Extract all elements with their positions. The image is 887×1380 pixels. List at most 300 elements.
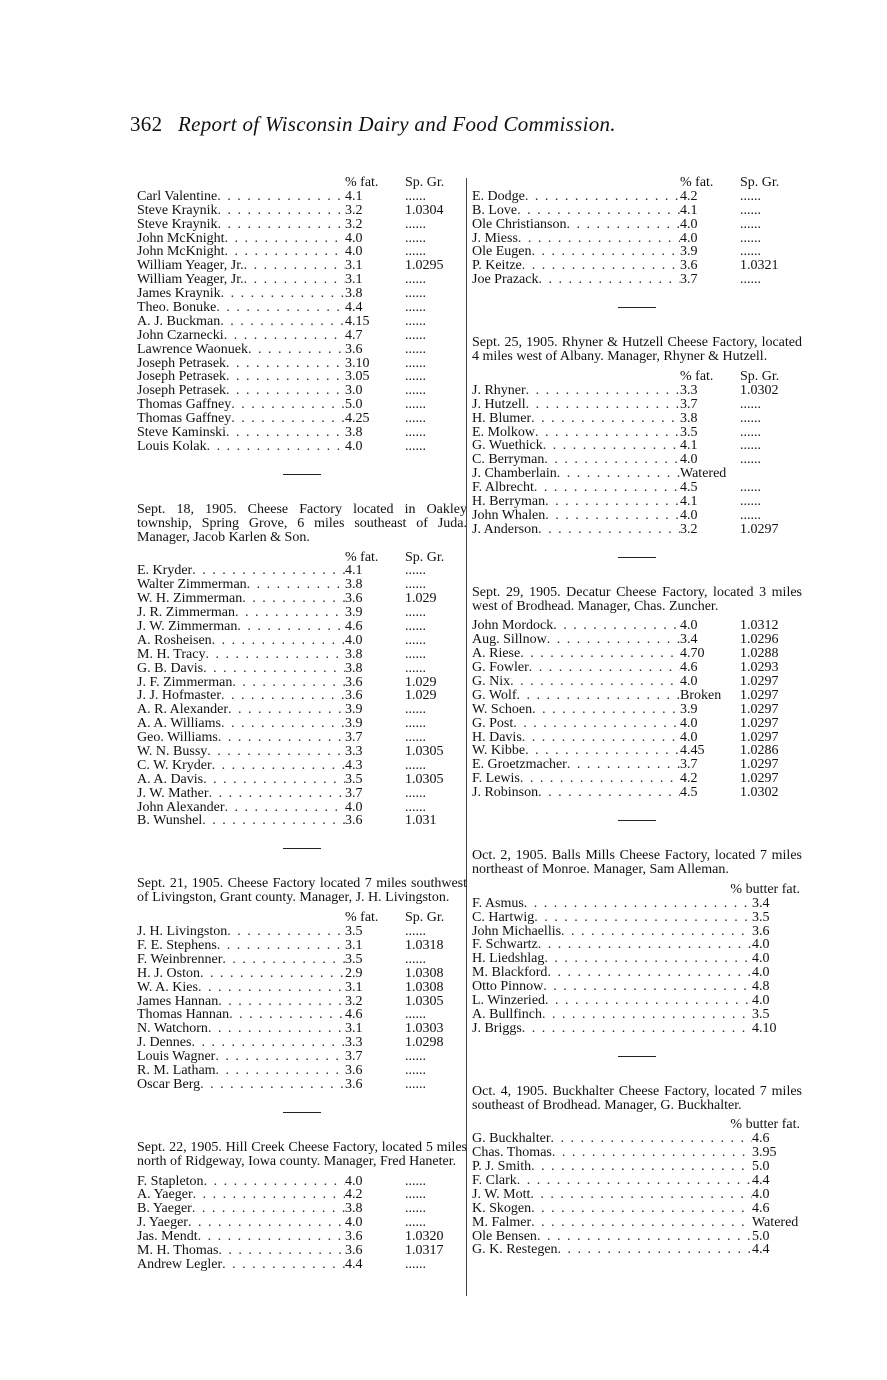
- leader-dots: [226, 426, 345, 440]
- patron-name: G. Nix: [472, 674, 511, 689]
- fat-value: 5.0: [752, 1159, 770, 1175]
- fat-value: 4.6: [680, 660, 698, 676]
- fat-value: 4.1: [680, 493, 698, 509]
- specific-gravity-value: ......: [405, 632, 426, 648]
- patron-name: John Alexander: [137, 799, 225, 815]
- patron-name: C. W. Kryder: [137, 757, 212, 773]
- table-row: [137, 1244, 467, 1258]
- leader-dots: [522, 731, 680, 745]
- table-row: [137, 426, 467, 440]
- patron-name: Otto Pinnow: [472, 979, 544, 995]
- patron-name: M. H. Thomas: [137, 1243, 219, 1258]
- fat-column-header: % fat.: [680, 175, 714, 190]
- leader-dots: [525, 744, 680, 758]
- fat-value: 3.1: [345, 258, 363, 274]
- table-row: [137, 1202, 467, 1216]
- section-table: [472, 1118, 802, 1257]
- fat-value: 3.7: [680, 396, 698, 412]
- table-row: [137, 315, 467, 329]
- specific-gravity-value: ......: [405, 286, 426, 302]
- fat-value: Watered: [680, 466, 727, 482]
- specific-gravity-value: ......: [405, 188, 426, 204]
- leader-dots: [226, 384, 345, 398]
- leader-dots: [529, 661, 680, 675]
- leader-dots: [538, 938, 752, 952]
- patron-name: Aug. Sillnow: [472, 632, 547, 648]
- leader-dots: [200, 967, 345, 981]
- leader-dots: [526, 398, 680, 412]
- fat-value: 3.6: [345, 1229, 363, 1245]
- patron-name: Thomas Gaffney: [137, 397, 232, 413]
- table-row: [472, 204, 802, 218]
- leader-dots: [215, 1050, 345, 1064]
- specific-gravity-value: 1.0321: [740, 258, 779, 274]
- leader-dots: [545, 509, 680, 523]
- fat-value: 4.4: [345, 300, 363, 316]
- table-row: [472, 952, 802, 966]
- fat-value: 4.1: [345, 188, 363, 204]
- leader-dots: [205, 648, 345, 662]
- leader-dots: [522, 1022, 752, 1036]
- fat-value: 4.4: [345, 1256, 363, 1272]
- specific-gravity-value: ......: [405, 327, 426, 343]
- patron-name: Geo. Williams: [137, 730, 218, 746]
- fat-value: 3.2: [345, 202, 363, 218]
- leader-dots: [510, 675, 680, 689]
- table-row: [472, 911, 802, 925]
- patron-name: Walter Zimmerman: [137, 577, 247, 593]
- column-header-spacer: [472, 176, 680, 190]
- table-row: [472, 675, 802, 689]
- patron-name: Oscar Berg: [137, 1076, 201, 1092]
- fat-value: Broken: [680, 687, 722, 703]
- table-row: [137, 745, 467, 759]
- fat-column-header: % fat.: [345, 175, 379, 190]
- patron-name: John Whalen: [472, 507, 546, 523]
- specific-gravity-value: ......: [405, 924, 426, 940]
- section-intro: Sept. 29, 1905. Decatur Cheese Factory, located 3 miles west of Brodhead. Manager, Chas. Zuncher.: [472, 584, 802, 614]
- specific-gravity-value: 1.0297: [740, 701, 779, 717]
- leader-dots: [542, 1008, 752, 1022]
- specific-gravity-value: ......: [740, 410, 761, 426]
- table-row: [472, 758, 802, 772]
- leader-dots: [193, 1188, 345, 1202]
- specific-gravity-value: ......: [405, 605, 426, 621]
- patron-name: Louis Wagner: [137, 1049, 216, 1065]
- table-row: [472, 509, 802, 523]
- fat-value: 4.0: [752, 1186, 770, 1202]
- fat-value: 3.8: [680, 410, 698, 426]
- fat-value: 4.1: [680, 202, 698, 218]
- leader-dots: [544, 453, 680, 467]
- specific-gravity-value: ......: [405, 230, 426, 246]
- fat-value: 4.0: [680, 674, 698, 689]
- fat-column-header: % butter fat.: [730, 1117, 800, 1133]
- patron-name: J. Miess: [472, 230, 518, 246]
- specific-gravity-value: 1.0305: [405, 993, 444, 1009]
- leader-dots: [518, 232, 680, 246]
- table-row: [137, 592, 467, 606]
- leader-dots: [203, 773, 345, 787]
- fat-column-header: % fat.: [680, 368, 714, 384]
- patron-name: Thomas Hannan: [137, 1007, 230, 1023]
- leader-dots: [208, 1022, 345, 1036]
- section-table: [137, 911, 467, 1092]
- fat-column-header: % fat.: [345, 549, 379, 565]
- specific-gravity-value: ......: [405, 1187, 426, 1203]
- fat-value: 3.10: [345, 355, 370, 371]
- table-row: [472, 938, 802, 952]
- specific-gravity-value: ......: [740, 452, 761, 468]
- fat-value: 3.7: [345, 785, 363, 801]
- patron-name: J. W. Mather: [137, 785, 209, 801]
- table-row: [472, 1132, 802, 1146]
- fat-value: 4.0: [345, 1215, 363, 1231]
- leader-dots: [553, 619, 680, 633]
- fat-value: 3.2: [345, 993, 363, 1009]
- patron-name: John McKnight: [137, 230, 225, 246]
- table-row: [472, 744, 802, 758]
- specific-gravity-value: 1.0286: [740, 743, 779, 759]
- specific-gravity-value: ......: [405, 1049, 426, 1065]
- fat-value: 3.5: [345, 951, 363, 967]
- leader-dots: [517, 689, 680, 703]
- leader-dots: [200, 1078, 345, 1092]
- fat-value: 4.70: [680, 646, 705, 662]
- specific-gravity-value: 1.0308: [405, 979, 444, 995]
- patron-name: H. Berryman: [472, 493, 546, 509]
- section-intro: Sept. 22, 1905. Hill Creek Cheese Factory, located 5 miles north of Ridgeway, Iowa county. Manager, Fred Haneter.: [137, 1139, 467, 1169]
- table-row: [472, 190, 802, 204]
- patron-name: L. Winzeried: [472, 992, 546, 1008]
- fat-value: Watered: [752, 1214, 799, 1230]
- patron-name: G. Fowler: [472, 660, 529, 676]
- fat-value: 3.8: [345, 646, 363, 662]
- table-row: [137, 343, 467, 357]
- fat-value: 4.0: [680, 230, 698, 246]
- leader-dots: [552, 1146, 752, 1160]
- leader-dots: [543, 439, 680, 453]
- table-row: [472, 1008, 802, 1022]
- sg-column-header: Sp. Gr.: [740, 175, 780, 190]
- specific-gravity-value: ......: [405, 216, 426, 232]
- leader-dots: [545, 994, 752, 1008]
- patron-name: J. Chamberlain: [472, 466, 557, 482]
- section-rule: [618, 1056, 656, 1057]
- fat-value: 2.9: [345, 965, 363, 981]
- column-header: [137, 911, 467, 925]
- sg-column-header: Sp. Gr.: [405, 175, 445, 190]
- leader-dots: [204, 1175, 345, 1189]
- specific-gravity-value: ......: [405, 757, 426, 773]
- table-row: [137, 1050, 467, 1064]
- table-row: [137, 981, 467, 995]
- table-row: [472, 1174, 802, 1188]
- table-row: [472, 481, 802, 495]
- patron-name: A. Riese: [472, 646, 521, 662]
- patron-name: A. Bullfinch: [472, 1006, 542, 1022]
- column-header-spacer: [472, 883, 730, 897]
- fat-value: 3.7: [345, 730, 363, 746]
- leader-dots: [547, 966, 752, 980]
- leader-dots: [538, 523, 680, 537]
- specific-gravity-value: ......: [405, 1076, 426, 1092]
- leader-dots: [235, 606, 345, 620]
- specific-gravity-value: 1.0320: [405, 1229, 444, 1245]
- patron-name: W. A. Kies: [137, 979, 198, 995]
- leader-dots: [216, 301, 345, 315]
- patron-name: J. W. Zimmerman: [137, 618, 238, 634]
- patron-name: John Czarnecki: [137, 327, 224, 343]
- leader-dots: [192, 1202, 345, 1216]
- patron-name: W. N. Bussy: [137, 744, 208, 759]
- leader-dots: [520, 772, 680, 786]
- specific-gravity-value: ......: [405, 577, 426, 593]
- leader-dots: [218, 731, 345, 745]
- leader-dots: [231, 398, 345, 412]
- fat-value: 4.3: [345, 757, 363, 773]
- leader-dots: [517, 204, 680, 218]
- leader-dots: [567, 218, 681, 232]
- fat-value: 4.0: [680, 618, 698, 634]
- sg-column-header: Sp. Gr.: [405, 549, 445, 565]
- fat-value: 4.8: [752, 979, 770, 995]
- fat-value: 4.0: [680, 507, 698, 523]
- fat-value: 4.0: [345, 632, 363, 648]
- table-row: [137, 218, 467, 232]
- table-row: [137, 301, 467, 315]
- column-header: [137, 551, 467, 565]
- patron-name: Jas. Mendt: [137, 1229, 198, 1245]
- fat-value: 3.5: [680, 424, 698, 440]
- specific-gravity-value: 1.0293: [740, 660, 779, 676]
- fat-value: 3.8: [345, 577, 363, 593]
- fat-column-header: % butter fat.: [730, 881, 800, 897]
- fat-value: 4.0: [752, 951, 770, 967]
- table-row: [137, 689, 467, 703]
- specific-gravity-value: ......: [740, 230, 761, 246]
- patron-name: Thomas Gaffney: [137, 411, 232, 427]
- leader-dots: [192, 564, 345, 578]
- patron-name: James Kraynik: [137, 286, 221, 302]
- specific-gravity-value: ......: [405, 1062, 426, 1078]
- leader-dots: [198, 981, 345, 995]
- table-row: [472, 1022, 802, 1036]
- fat-value: 3.0: [345, 383, 363, 399]
- specific-gravity-value: ......: [405, 799, 426, 815]
- table-row: [137, 773, 467, 787]
- leader-dots: [221, 717, 345, 731]
- table-row: [472, 925, 802, 939]
- leader-dots: [561, 925, 752, 939]
- fat-value: 4.2: [345, 1187, 363, 1203]
- fat-value: 4.5: [680, 480, 698, 496]
- fat-value: 4.0: [680, 729, 698, 745]
- specific-gravity-value: ......: [405, 785, 426, 801]
- sg-column-header: Sp. Gr.: [405, 910, 445, 926]
- fat-value: 3.3: [345, 1035, 363, 1051]
- patron-name: A. Rosheisen: [137, 632, 212, 648]
- specific-gravity-value: ......: [740, 396, 761, 412]
- fat-value: 4.0: [752, 965, 770, 981]
- leader-dots: [513, 717, 680, 731]
- specific-gravity-value: ......: [405, 1201, 426, 1217]
- patron-name: Lawrence Waonuek: [137, 341, 248, 357]
- table-row: [137, 925, 467, 939]
- specific-gravity-value: 1.0297: [740, 715, 779, 731]
- fat-value: 3.3: [680, 382, 698, 398]
- table-row: [137, 287, 467, 301]
- patron-name: Steve Kraynik: [137, 216, 218, 232]
- fat-value: 4.0: [345, 438, 363, 454]
- leader-dots: [538, 786, 680, 800]
- fat-value: 4.0: [345, 244, 363, 260]
- section-rule: [283, 1112, 321, 1113]
- specific-gravity-value: 1.0317: [405, 1243, 444, 1258]
- leader-dots: [203, 662, 345, 676]
- leader-dots: [217, 204, 345, 218]
- section-rule: [618, 557, 656, 558]
- table-row: [472, 1160, 802, 1174]
- fat-value: 4.6: [345, 1007, 363, 1023]
- table-row: [137, 357, 467, 371]
- specific-gravity-value: ......: [405, 1173, 426, 1189]
- specific-gravity-value: ......: [405, 951, 426, 967]
- patron-name: Chas. Thomas: [472, 1145, 552, 1161]
- specific-gravity-value: 1.0296: [740, 632, 779, 648]
- specific-gravity-value: ......: [405, 646, 426, 662]
- table-row: [137, 578, 467, 592]
- table-row: [472, 994, 802, 1008]
- leader-dots: [222, 953, 345, 967]
- leader-dots: [551, 1132, 752, 1146]
- table-row: [137, 1078, 467, 1092]
- leader-dots: [220, 315, 345, 329]
- patron-name: H. Blumer: [472, 410, 532, 426]
- specific-gravity-value: ......: [740, 202, 761, 218]
- table-row: [472, 661, 802, 675]
- leader-dots: [217, 190, 345, 204]
- patron-name: G. Buckhalter: [472, 1131, 551, 1147]
- fat-value: 4.0: [345, 1173, 363, 1189]
- table-row: [137, 384, 467, 398]
- leader-dots: [222, 1258, 345, 1272]
- leader-dots: [544, 952, 752, 966]
- fat-value: 3.9: [345, 702, 363, 718]
- fat-value: 4.6: [752, 1200, 770, 1216]
- specific-gravity-value: 1.0302: [740, 382, 779, 398]
- table-row: [472, 772, 802, 786]
- fat-value: 3.6: [752, 923, 770, 939]
- leader-dots: [226, 370, 345, 384]
- fat-value: 3.9: [345, 605, 363, 621]
- patron-name: J. Hutzell: [472, 396, 526, 412]
- table-row: [137, 953, 467, 967]
- fat-value: 4.0: [345, 230, 363, 246]
- patron-name: A. A. Davis: [137, 771, 204, 787]
- leader-dots: [225, 245, 346, 259]
- section-intro: Oct. 4, 1905. Buckhalter Cheese Factory, located 7 miles southeast of Brodhead. Manager, G. Buckhalter.: [472, 1083, 802, 1113]
- table-row: [472, 1202, 802, 1216]
- table-row: [472, 439, 802, 453]
- table-row: [472, 1243, 802, 1257]
- patron-name: M. H. Tracy: [137, 646, 206, 662]
- table-row: [472, 412, 802, 426]
- patron-name: A. Yaeger: [137, 1187, 193, 1203]
- fat-value: 3.9: [680, 701, 698, 717]
- table-row: [472, 786, 802, 800]
- page-title: Report of Wisconsin Dairy and Food Commission.: [177, 112, 616, 136]
- leader-dots: [244, 259, 345, 273]
- table-row: [472, 647, 802, 661]
- fat-value: 3.9: [680, 244, 698, 260]
- specific-gravity-value: ......: [740, 480, 761, 496]
- patron-name: J. F. Zimmerman: [137, 674, 233, 690]
- column-header-spacer: [472, 1118, 730, 1132]
- fat-value: 3.5: [752, 909, 770, 925]
- fat-value: 3.6: [345, 813, 363, 829]
- table-row: [137, 662, 467, 676]
- specific-gravity-value: ......: [740, 424, 761, 440]
- fat-value: 5.0: [345, 397, 363, 413]
- table-row: [137, 995, 467, 1009]
- fat-value: 3.6: [345, 591, 363, 607]
- patron-name: B. Love: [472, 202, 518, 218]
- fat-value: 4.15: [345, 313, 370, 329]
- leader-dots: [534, 481, 680, 495]
- patron-name: E. Kryder: [137, 563, 193, 579]
- table-row: [472, 259, 802, 273]
- patron-name: Andrew Legler: [137, 1256, 223, 1272]
- leader-dots: [231, 412, 345, 426]
- specific-gravity-value: 1.0312: [740, 618, 779, 634]
- fat-value: 3.7: [680, 272, 698, 288]
- leader-dots: [218, 995, 345, 1009]
- table-row: [472, 453, 802, 467]
- specific-gravity-value: ......: [405, 411, 426, 427]
- specific-gravity-value: 1.0297: [740, 729, 779, 745]
- page-number: 362: [130, 112, 163, 136]
- patron-name: J. Briggs: [472, 1020, 522, 1036]
- leader-dots: [557, 467, 680, 481]
- leader-dots: [567, 758, 680, 772]
- specific-gravity-value: 1.029: [405, 674, 437, 690]
- fat-value: 4.0: [680, 452, 698, 468]
- specific-gravity-value: ......: [405, 730, 426, 746]
- section-rule: [283, 474, 321, 475]
- table-row: [137, 1008, 467, 1022]
- table-row: [137, 648, 467, 662]
- patron-name: P. J. Smith: [472, 1159, 532, 1175]
- specific-gravity-value: ......: [405, 341, 426, 357]
- patron-name: Louis Kolak: [137, 438, 207, 454]
- specific-gravity-value: ......: [405, 272, 426, 288]
- specific-gravity-value: ......: [405, 1215, 426, 1231]
- table-row: [137, 620, 467, 634]
- leader-dots: [221, 689, 345, 703]
- patron-name: James Hannan: [137, 993, 219, 1009]
- fat-value: 3.1: [345, 1021, 363, 1037]
- leader-dots: [535, 426, 680, 440]
- leader-dots: [531, 245, 680, 259]
- table-row: [137, 634, 467, 648]
- fat-value: 3.3: [345, 744, 363, 759]
- leader-dots: [531, 1216, 752, 1230]
- column-header: [137, 176, 467, 190]
- specific-gravity-value: 1.0295: [405, 258, 444, 274]
- specific-gravity-value: ......: [405, 438, 426, 454]
- specific-gravity-value: 1.0318: [405, 937, 444, 953]
